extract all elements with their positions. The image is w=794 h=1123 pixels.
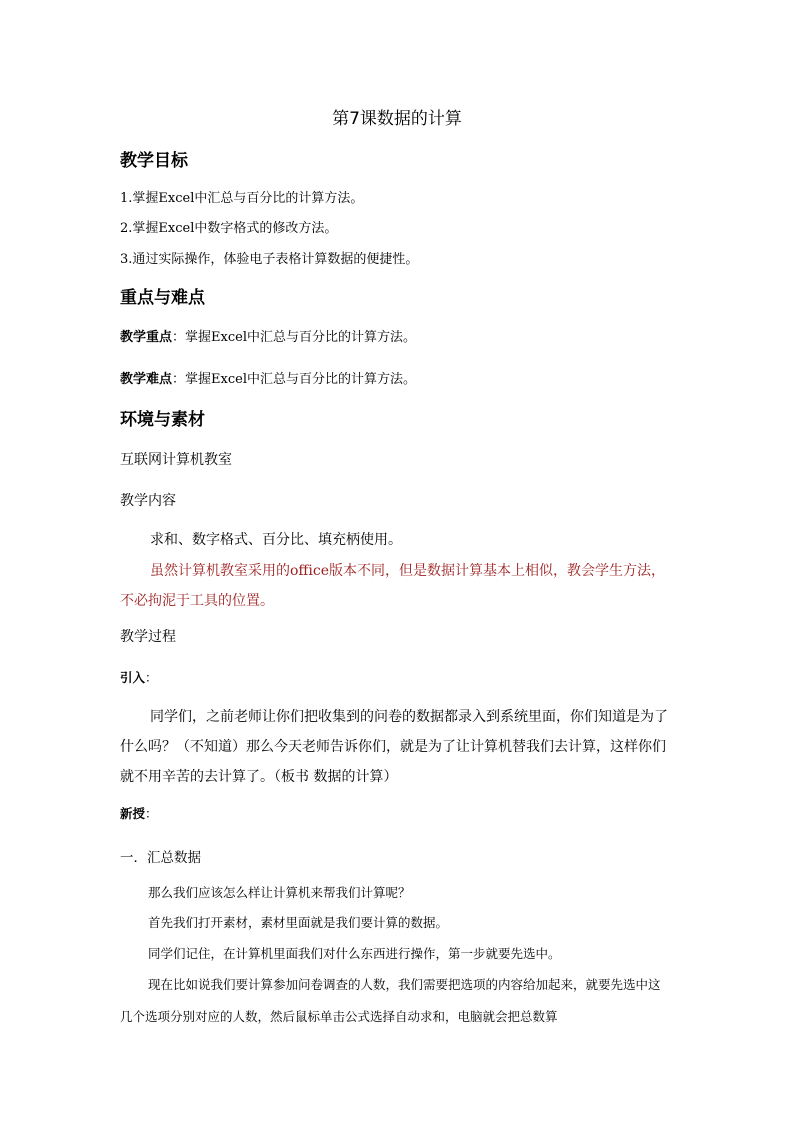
new-label: 新授 — [120, 806, 146, 821]
intro-label: 引入 — [120, 670, 146, 685]
intro-separator: ： — [145, 670, 158, 685]
new-label-line — [120, 804, 680, 822]
objective-item-1: 1.掌握Excel中汇总与百分比的计算方法。 — [120, 191, 364, 206]
process-heading: 教学过程 — [120, 629, 176, 645]
environment-text: 互联网计算机教室 — [120, 452, 232, 468]
teaching-focus — [120, 326, 680, 345]
teaching-difficulty-separator: ： — [172, 372, 186, 387]
section-1-title: 一．汇总数据 — [120, 850, 201, 866]
objectives-heading: 教学目标 — [120, 151, 188, 171]
intro-text: 同学们，之前老师让你们把收集到的问卷的数据都录入到系统里面，你们知道是为了什么吗？（不知道）那么今天老师告诉你们，就是为了让计算机替我们去计算，这样你们就不用辛苦的去计算了。（板书 数据的计算） — [120, 709, 668, 785]
key-points-heading: 重点与难点 — [120, 288, 205, 308]
new-separator: ： — [145, 806, 158, 821]
intro-label-line — [120, 668, 680, 686]
paragraph-3: 同学们记住，在计算机里面我们对什么东西进行操作，第一步就要先选中。 — [148, 946, 561, 961]
objective-item-3: 3.通过实际操作，体验电子表格计算数据的便捷性。 — [120, 252, 419, 267]
teaching-focus-label: 教学重点 — [120, 330, 173, 345]
environment-heading: 环境与素材 — [120, 410, 205, 430]
teaching-difficulty-label: 教学难点 — [120, 372, 173, 387]
objective-item-2: 2.掌握Excel中数字格式的修改方法。 — [120, 221, 338, 236]
teaching-focus-separator: ： — [172, 330, 186, 345]
teaching-difficulty — [120, 368, 680, 387]
content-note: 虽然计算机教室采用的office版本不同，但是数据计算基本上相似，教会学生方法，不必拘泥于工具的位置。 — [120, 563, 665, 609]
content-heading: 教学内容 — [120, 493, 176, 509]
content-text: 求和、数字格式、百分比、填充柄使用。 — [150, 532, 402, 548]
paragraph-1: 那么我们应该怎么样让计算机来帮我们计算呢？ — [148, 885, 411, 900]
teaching-difficulty-text: 掌握Excel中汇总与百分比的计算方法。 — [185, 372, 416, 387]
teaching-focus-text: 掌握Excel中汇总与百分比的计算方法。 — [185, 330, 416, 345]
paragraph-4: 现在比如说我们要计算参加问卷调查的人数，我们需要把选项的内容给加起来，就要先选中这几个选项分别对应的人数，然后鼠标单击公式选择自动求和，电脑就会把总数算 — [120, 977, 661, 1024]
paragraph-2: 首先我们打开素材，素材里面就是我们要计算的数据。 — [148, 915, 449, 930]
page-title: 第7课数据的计算 — [332, 109, 462, 129]
